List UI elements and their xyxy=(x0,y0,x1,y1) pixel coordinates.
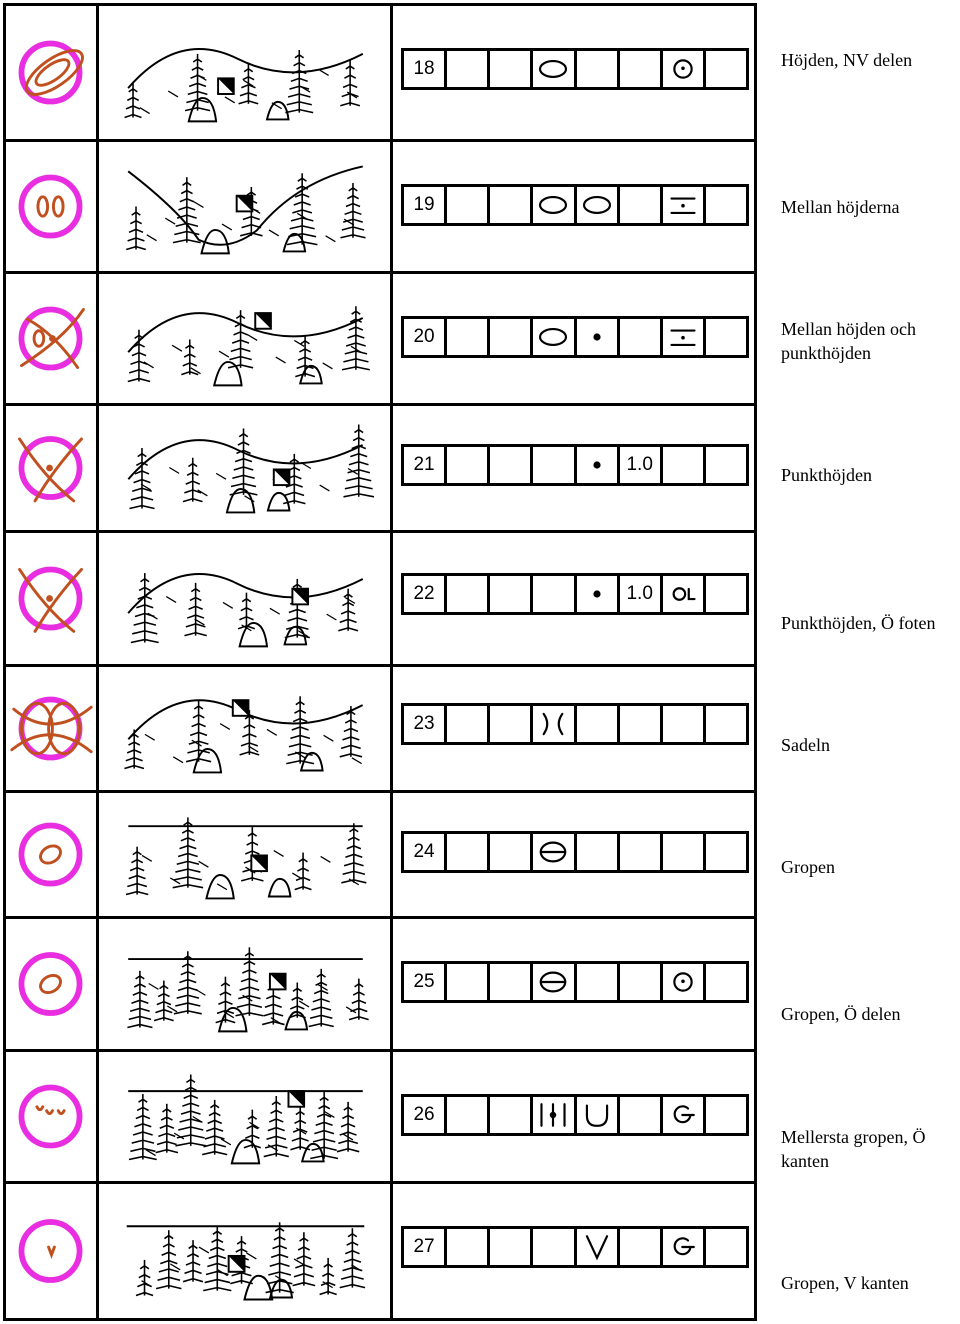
column-e xyxy=(577,1229,620,1265)
control-number: 24 xyxy=(404,834,447,870)
pit-west-edge-scene xyxy=(99,1184,390,1318)
dot-circle-icon xyxy=(665,967,701,997)
dot-knoll-icon xyxy=(6,406,96,530)
column-b xyxy=(447,187,490,223)
control-label: Gropen xyxy=(781,857,835,877)
pit-icon xyxy=(535,967,571,997)
control-number: 25 xyxy=(404,964,447,1000)
column-f xyxy=(620,1229,663,1265)
column-b xyxy=(447,706,490,742)
column-c xyxy=(490,834,533,870)
hill-and-knoll-scene xyxy=(99,274,390,403)
column-b xyxy=(447,447,490,483)
control-row xyxy=(6,274,754,406)
hill-with-trees-scene xyxy=(99,6,390,139)
control-number: 19 xyxy=(404,187,447,223)
column-g xyxy=(663,1229,706,1265)
column-e xyxy=(577,834,620,870)
column-h xyxy=(706,447,746,483)
column-d xyxy=(533,964,576,1000)
map-symbol-cell xyxy=(6,1184,99,1318)
control-row xyxy=(6,533,754,667)
map-symbol-cell xyxy=(6,274,99,403)
column-c xyxy=(490,319,533,355)
terrain-illustration-cell xyxy=(99,406,393,530)
foot-icon xyxy=(665,579,701,609)
control-number: 22 xyxy=(404,576,447,612)
column-g xyxy=(663,964,706,1000)
description-strip xyxy=(401,184,749,226)
column-h xyxy=(706,51,746,87)
column-b xyxy=(447,834,490,870)
knoll-on-slope-scene xyxy=(99,406,390,530)
column-f: 1.0 xyxy=(620,447,663,483)
column-h xyxy=(706,834,746,870)
column-f xyxy=(620,51,663,87)
map-symbol-cell xyxy=(6,406,99,530)
bar-dot-bar-icon xyxy=(535,1100,571,1130)
column-h xyxy=(706,706,746,742)
description-cell xyxy=(393,6,754,139)
pit-icon xyxy=(535,837,571,867)
control-number: 27 xyxy=(404,1229,447,1265)
control-number: 18 xyxy=(404,51,447,87)
description-strip xyxy=(401,316,749,358)
column-f: 1.0 xyxy=(620,576,663,612)
saddle-icon xyxy=(535,709,571,739)
map-symbol-cell xyxy=(6,533,99,664)
column-g xyxy=(663,1097,706,1133)
column-d xyxy=(533,1229,576,1265)
control-row xyxy=(6,1052,754,1184)
column-b xyxy=(447,576,490,612)
description-strip xyxy=(401,444,749,486)
column-d xyxy=(533,706,576,742)
column-f xyxy=(620,1097,663,1133)
column-d xyxy=(533,319,576,355)
control-row xyxy=(6,919,754,1052)
knoll-foot-scene xyxy=(99,533,390,664)
description-strip xyxy=(401,1226,749,1268)
control-label: Punkthöjden xyxy=(781,465,873,485)
dot-knoll-icon xyxy=(6,533,96,664)
control-number: 26 xyxy=(404,1097,447,1133)
twin-knolls-icon xyxy=(6,142,96,271)
column-f xyxy=(620,187,663,223)
u-shape-icon xyxy=(579,1100,615,1130)
control-label: Höjden, NV delen xyxy=(781,50,913,70)
pit-in-forest-scene xyxy=(99,793,390,916)
description-cell xyxy=(393,793,754,916)
ellipse-icon xyxy=(535,54,571,84)
column-h xyxy=(706,576,746,612)
column-g xyxy=(663,187,706,223)
column-e xyxy=(577,706,620,742)
column-c xyxy=(490,187,533,223)
column-d xyxy=(533,51,576,87)
column-h xyxy=(706,187,746,223)
column-g xyxy=(663,447,706,483)
pit-ellipse-icon xyxy=(6,919,96,1049)
map-symbol-cell xyxy=(6,6,99,139)
control-label: Mellan höjderna xyxy=(781,197,900,217)
map-symbol-cell xyxy=(6,1052,99,1181)
column-d xyxy=(533,576,576,612)
control-description-table xyxy=(3,3,757,1321)
column-f xyxy=(620,706,663,742)
map-symbol-cell xyxy=(6,793,99,916)
edge-icon xyxy=(665,1232,701,1262)
column-b xyxy=(447,1097,490,1133)
column-e xyxy=(577,576,620,612)
column-e xyxy=(577,447,620,483)
dot-icon xyxy=(579,322,615,352)
control-row xyxy=(6,142,754,274)
column-c xyxy=(490,1229,533,1265)
column-c xyxy=(490,447,533,483)
column-h xyxy=(706,964,746,1000)
column-c xyxy=(490,1097,533,1133)
description-strip xyxy=(401,831,749,873)
contour-hill-ellipses-icon xyxy=(6,6,96,139)
control-row xyxy=(6,667,754,793)
column-f xyxy=(620,319,663,355)
valley-between-hills-scene xyxy=(99,142,390,271)
saddle-contours-icon xyxy=(6,667,96,790)
pit-ellipse-icon xyxy=(6,793,96,916)
pit-east-part-scene xyxy=(99,919,390,1049)
column-b xyxy=(447,51,490,87)
column-f xyxy=(620,964,663,1000)
map-symbol-cell xyxy=(6,667,99,790)
description-cell xyxy=(393,1184,754,1318)
description-strip xyxy=(401,703,749,745)
description-cell xyxy=(393,919,754,1049)
terrain-illustration-cell xyxy=(99,919,393,1049)
column-c xyxy=(490,51,533,87)
description-strip xyxy=(401,573,749,615)
column-d xyxy=(533,447,576,483)
small-pit-v-icon xyxy=(6,1184,96,1318)
column-h xyxy=(706,319,746,355)
column-g xyxy=(663,51,706,87)
column-c xyxy=(490,576,533,612)
column-c xyxy=(490,964,533,1000)
knoll-and-dot-icon xyxy=(6,274,96,403)
control-label: Gropen, V kanten xyxy=(781,1273,909,1293)
control-row xyxy=(6,793,754,919)
column-h xyxy=(706,1229,746,1265)
column-d xyxy=(533,834,576,870)
control-label: Mellan höjden och punkthöjden xyxy=(781,319,916,363)
column-d xyxy=(533,187,576,223)
ellipse-icon xyxy=(579,190,615,220)
terrain-illustration-cell xyxy=(99,533,393,664)
column-e xyxy=(577,51,620,87)
column-f xyxy=(620,834,663,870)
terrain-illustration-cell xyxy=(99,793,393,916)
column-g xyxy=(663,576,706,612)
dot-icon xyxy=(579,579,615,609)
column-c xyxy=(490,706,533,742)
terrain-illustration-cell xyxy=(99,142,393,271)
control-row xyxy=(6,406,754,533)
column-h xyxy=(706,1097,746,1133)
description-cell xyxy=(393,533,754,664)
terrain-illustration-cell xyxy=(99,1184,393,1318)
column-b xyxy=(447,964,490,1000)
column-g xyxy=(663,834,706,870)
dot-circle-icon xyxy=(665,54,701,84)
column-e xyxy=(577,1097,620,1133)
terrain-illustration-cell xyxy=(99,1052,393,1181)
between-icon xyxy=(665,190,701,220)
column-d xyxy=(533,1097,576,1133)
control-label: Sadeln xyxy=(781,735,830,755)
description-strip xyxy=(401,48,749,90)
column-b xyxy=(447,1229,490,1265)
ellipse-icon xyxy=(535,322,571,352)
control-label: Mellersta gropen, Ö kanten xyxy=(781,1127,926,1171)
three-pits-icon xyxy=(6,1052,96,1181)
terrain-illustration-cell xyxy=(99,274,393,403)
column-g xyxy=(663,706,706,742)
control-number: 20 xyxy=(404,319,447,355)
middle-pit-scene xyxy=(99,1052,390,1181)
ellipse-icon xyxy=(535,190,571,220)
column-e xyxy=(577,319,620,355)
control-number: 23 xyxy=(404,706,447,742)
description-cell xyxy=(393,142,754,271)
control-label: Punkthöjden, Ö foten xyxy=(781,613,936,633)
map-symbol-cell xyxy=(6,142,99,271)
saddle-scene xyxy=(99,667,390,790)
v-shape-icon xyxy=(579,1232,615,1262)
map-symbol-cell xyxy=(6,919,99,1049)
terrain-illustration-cell xyxy=(99,667,393,790)
description-cell xyxy=(393,667,754,790)
control-number: 21 xyxy=(404,447,447,483)
control-row xyxy=(6,6,754,142)
control-row xyxy=(6,1184,754,1318)
description-strip xyxy=(401,1094,749,1136)
column-e xyxy=(577,187,620,223)
column-b xyxy=(447,319,490,355)
column-e xyxy=(577,964,620,1000)
column-g xyxy=(663,319,706,355)
description-cell xyxy=(393,274,754,403)
between-icon xyxy=(665,322,701,352)
edge-icon xyxy=(665,1100,701,1130)
dot-icon xyxy=(579,450,615,480)
description-strip xyxy=(401,961,749,1003)
description-cell xyxy=(393,1052,754,1181)
description-cell xyxy=(393,406,754,530)
control-label: Gropen, Ö delen xyxy=(781,1004,901,1024)
terrain-illustration-cell xyxy=(99,6,393,139)
